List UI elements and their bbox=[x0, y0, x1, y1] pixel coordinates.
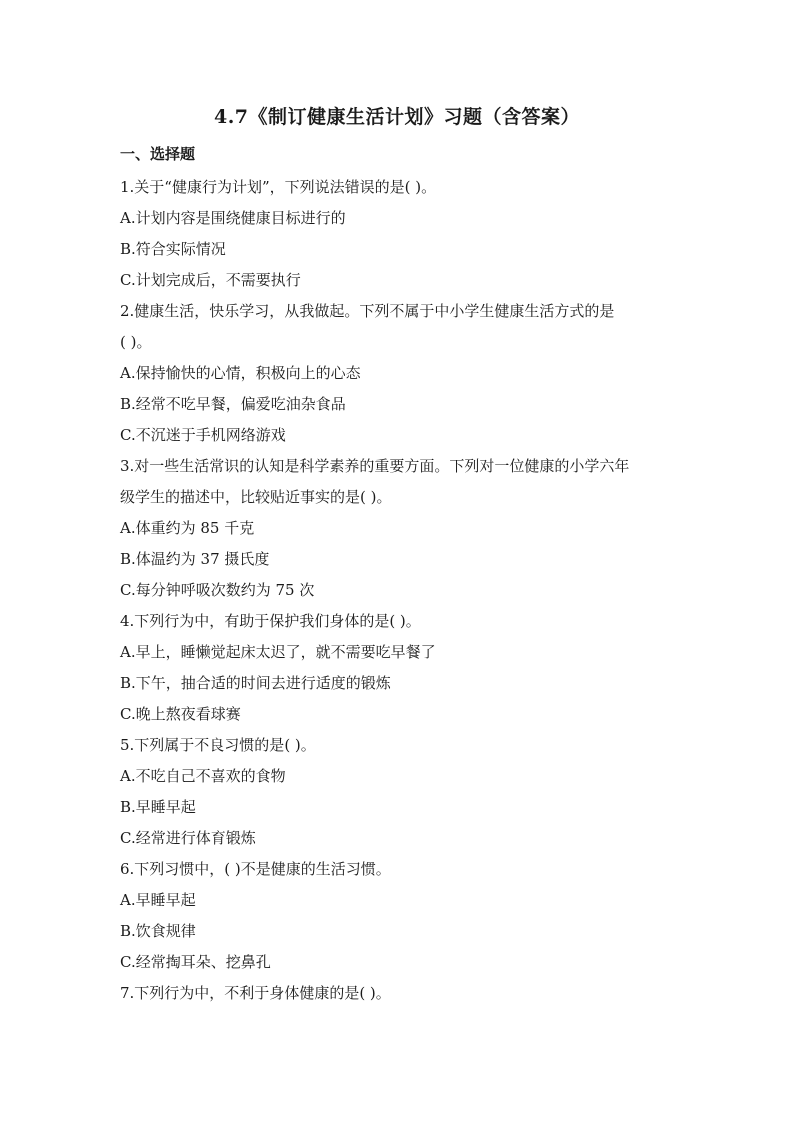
question-5-stem: 5.下列属于不良习惯的是( )。 bbox=[120, 736, 316, 754]
question-5-option-c: C.经常进行体育锻炼 bbox=[120, 829, 256, 847]
question-3-stem-line-1: 3.对一些生活常识的认知是科学素养的重要方面。下列对一位健康的小学六年 bbox=[120, 457, 630, 475]
question-1-option-a: A.计划内容是围绕健康目标进行的 bbox=[120, 209, 346, 227]
question-4-option-b: B.下午，抽合适的时间去进行适度的锻炼 bbox=[120, 674, 391, 692]
question-2-option-b: B.经常不吃早餐，偏爱吃油杂食品 bbox=[120, 395, 346, 413]
question-6-option-b: B.饮食规律 bbox=[120, 922, 196, 940]
question-3-stem-line-2: 级学生的描述中，比较贴近事实的是( )。 bbox=[120, 488, 392, 506]
question-6-option-a: A.早睡早起 bbox=[120, 891, 196, 909]
section-heading: 一、选择题 bbox=[120, 145, 196, 163]
question-1-option-c: C.计划完成后，不需要执行 bbox=[120, 271, 301, 289]
question-6-option-c: C.经常掏耳朵、挖鼻孔 bbox=[120, 953, 271, 971]
question-4-option-c: C.晚上熬夜看球赛 bbox=[120, 705, 241, 723]
question-2-stem-line-2: ( )。 bbox=[120, 333, 152, 351]
question-3-option-a: A.体重约为 85 千克 bbox=[120, 519, 255, 537]
question-1-option-b: B.符合实际情况 bbox=[120, 240, 226, 258]
question-7-stem: 7.下列行为中，不利于身体健康的是( )。 bbox=[120, 984, 391, 1002]
question-2-option-c: C.不沉迷于手机网络游戏 bbox=[120, 426, 286, 444]
question-4-option-a: A.早上，睡懒觉起床太迟了，就不需要吃早餐了 bbox=[120, 643, 436, 661]
question-4-stem: 4.下列行为中，有助于保护我们身体的是( )。 bbox=[120, 612, 421, 630]
question-2-stem-line-1: 2.健康生活，快乐学习，从我做起。下列不属于中小学生健康生活方式的是 bbox=[120, 302, 615, 320]
question-3-option-c: C.每分钟呼吸次数约为 75 次 bbox=[120, 581, 315, 599]
question-list bbox=[120, 172, 680, 1009]
question-6-stem: 6.下列习惯中，( )不是健康的生活习惯。 bbox=[120, 860, 391, 878]
question-3-option-b: B.体温约为 37 摄氏度 bbox=[120, 550, 270, 568]
document-title: 4.7《制订健康生活计划》习题（含答案） bbox=[213, 106, 581, 128]
question-5-option-b: B.早睡早起 bbox=[120, 798, 196, 816]
question-5-option-a: A.不吃自己不喜欢的食物 bbox=[120, 767, 286, 785]
question-1-stem: 1.关于“健康行为计划”，下列说法错误的是( )。 bbox=[120, 178, 437, 196]
question-2-option-a: A.保持愉快的心情，积极向上的心态 bbox=[120, 364, 361, 382]
